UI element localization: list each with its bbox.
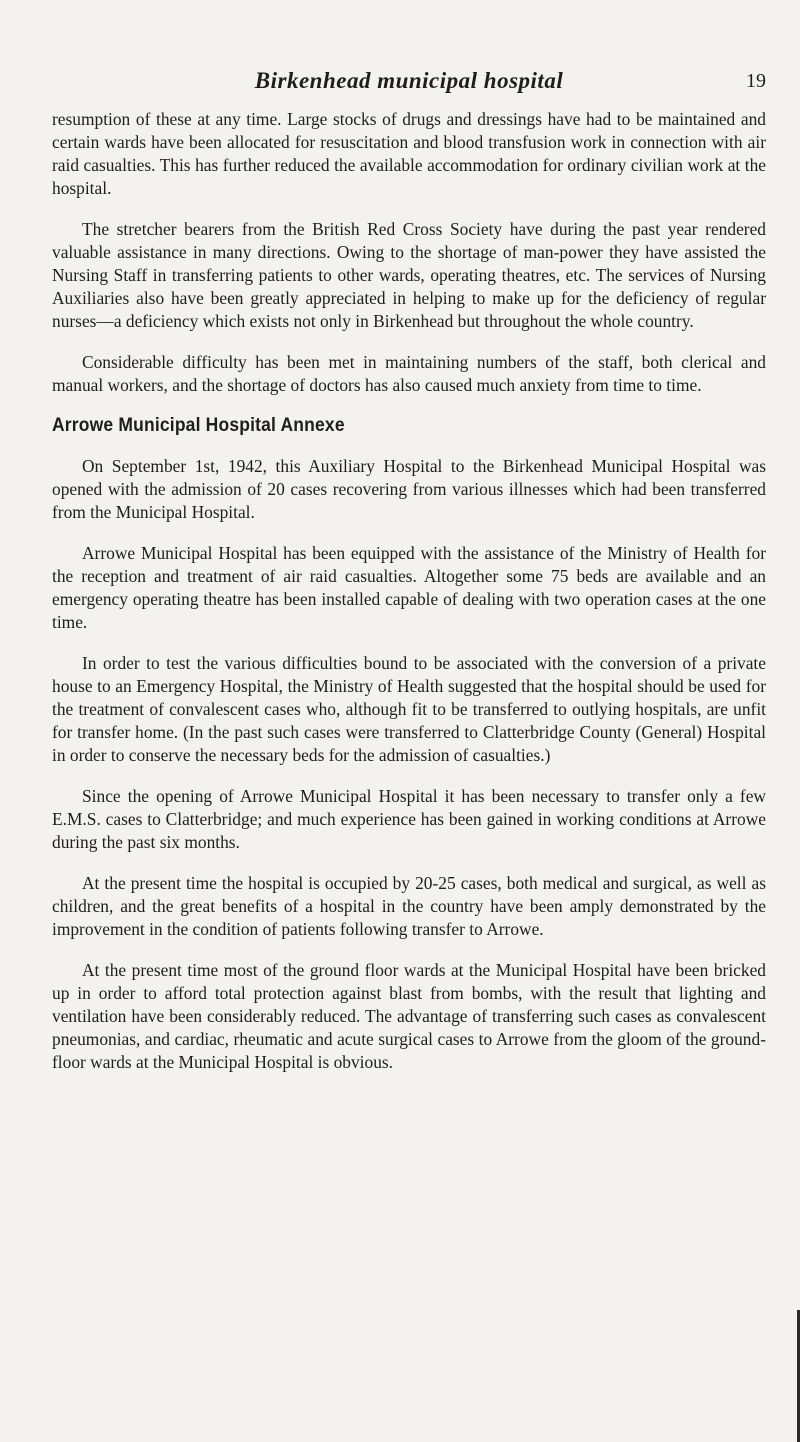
paragraph-9: At the present time most of the ground floor wards at the Municipal Hospital have been bricked up in order to afford total protection against blast from bombs, with the result that lighting and ventilation have been considerably reduced. The advantage of transferring such cases as convalescent pneumonias, and cardiac, rheumatic and acute surgical cases to Arrowe from the gloom of the ground-floor wards at the Municipal Hospital is obvious.	[52, 960, 766, 1072]
paragraph-2: The stretcher bearers from the British Red Cross Society have during the past year rendered valuable assistance in many directions. Owing to the shortage of man-power they have assisted the Nursing Staff in transferring patients to other wards, operating theatres, etc. The services of Nursing Auxiliaries also have been greatly appreciated in helping to make up for the deficiency of regular nurses—a deficiency which exists not only in Birkenhead but throughout the whole country.	[52, 219, 766, 331]
running-title: Birkenhead municipal hospital	[254, 68, 564, 93]
paragraph-1: resumption of these at any time. Large stocks of drugs and dressings have had to be maintained and certain wards have been allocated for resuscitation and blood transfusion work in connection with air raid casualties. This has further reduced the available accommodation for ordinary civilian work at the hospital.	[52, 109, 766, 198]
paragraph-5: Arrowe Municipal Hospital has been equipped with the assistance of the Ministry of Health for the reception and treatment of air raid casualties. Altogether some 75 beds are available and an emergency operating theatre has been installed capable of dealing with two operation cases at the one time.	[52, 543, 766, 632]
section-heading: Arrowe Municipal Hospital Annexe	[52, 415, 345, 436]
paragraph-8: At the present time the hospital is occupied by 20-25 cases, both medical and surgical, as well as children, and the great benefits of a hospital in the country have been amply demonstrated by the improvement in the condition of patients following transfer to Arrowe.	[52, 873, 766, 939]
paragraph-3: Considerable difficulty has been met in maintaining numbers of the staff, both clerical and manual workers, and the shortage of doctors has also caused much anxiety from time to time.	[52, 352, 766, 395]
page-header	[52, 68, 766, 100]
paragraph-7: Since the opening of Arrowe Municipal Hospital it has been necessary to transfer only a few E.M.S. cases to Clatterbridge; and much experience has been gained in working conditions at Arrowe during the past six months.	[52, 786, 766, 852]
body-text	[52, 108, 766, 1074]
page-number: 19	[746, 70, 766, 92]
paragraph-4: On September 1st, 1942, this Auxiliary Hospital to the Birkenhead Municipal Hospital was opened with the admission of 20 cases recovering from various illnesses which had been transferred from the Municipal Hospital.	[52, 456, 766, 522]
paragraph-6: In order to test the various difficulties bound to be associated with the conversion of a private house to an Emergency Hospital, the Ministry of Health suggested that the hospital should be used for the treatment of convalescent cases who, although fit to be transferred to outlying hospitals, are unfit for transfer home. (In the past such cases were transferred to Clatterbridge County (General) Hospital in order to conserve the necessary beds for the admission of casualties.)	[52, 653, 766, 765]
